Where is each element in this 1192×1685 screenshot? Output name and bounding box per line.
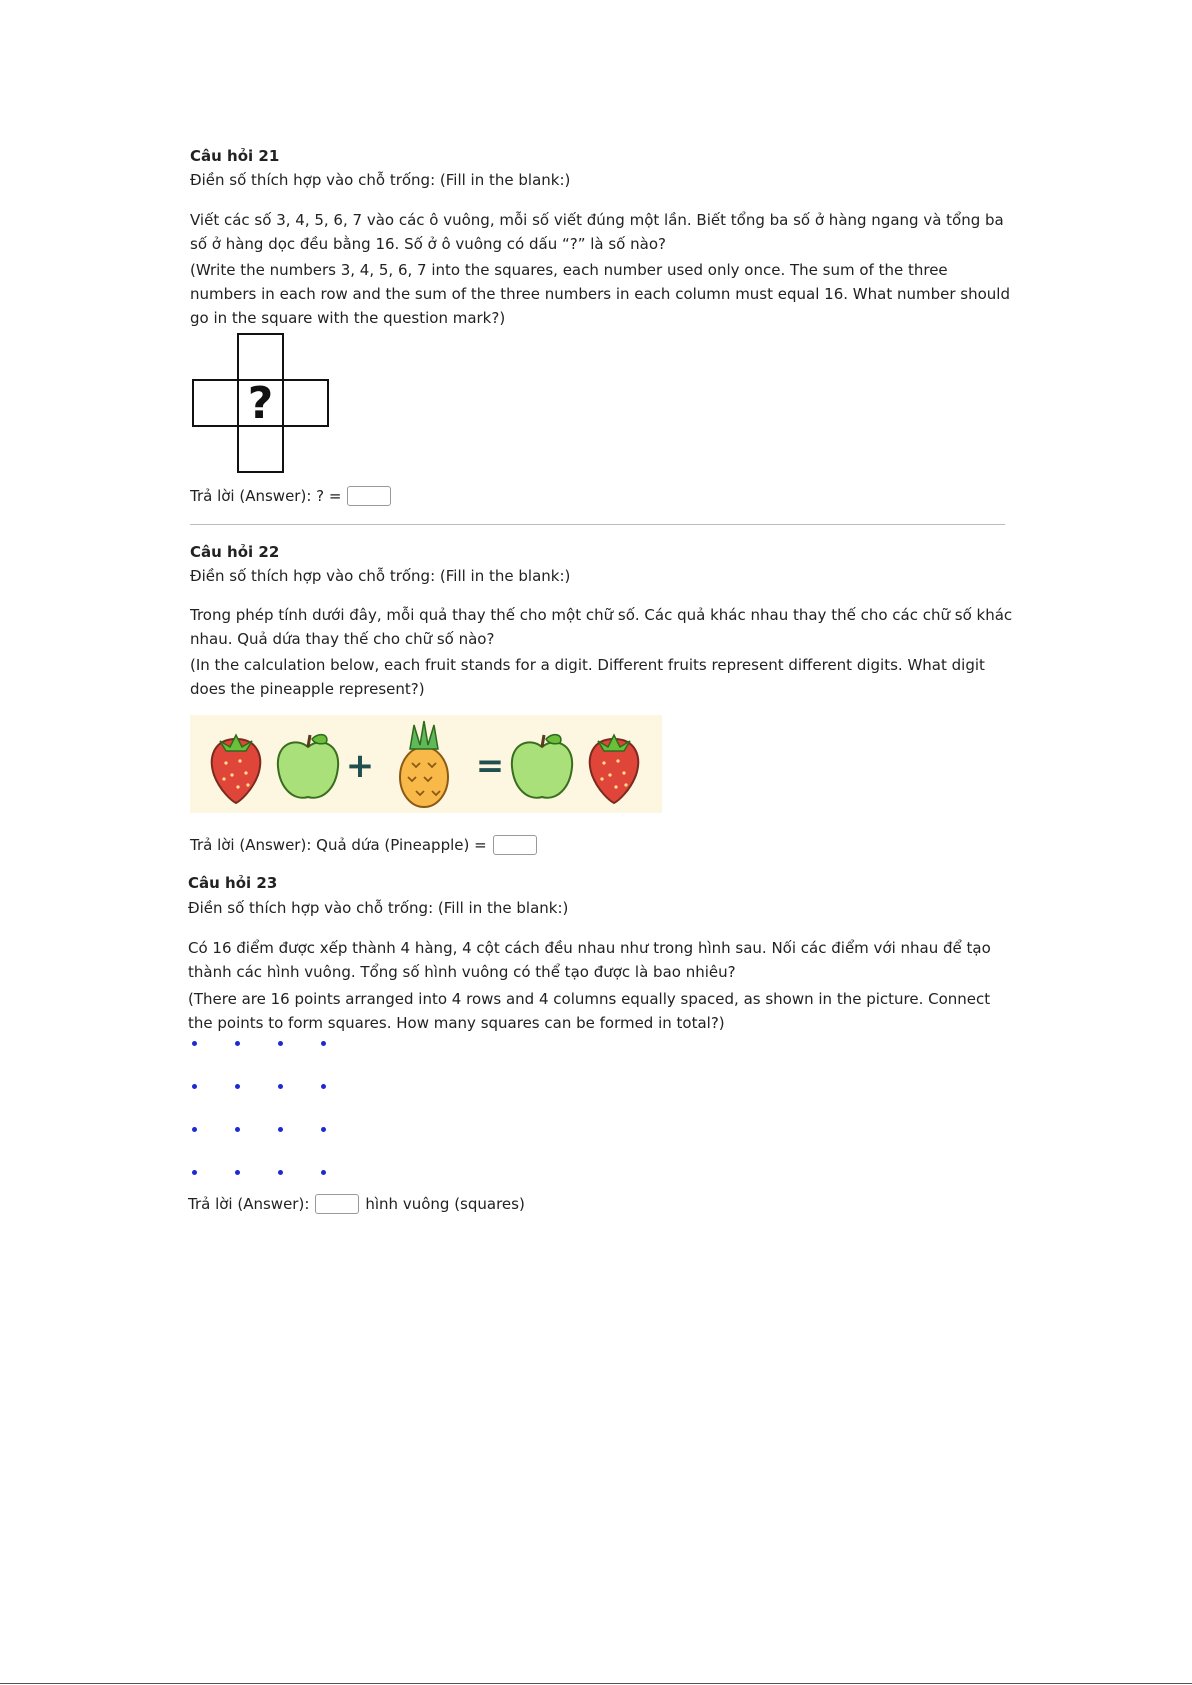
q22-answer-label: Trả lời (Answer): Quả dứa (Pineapple) = — [190, 836, 487, 854]
q23-answer-input[interactable] — [315, 1194, 359, 1214]
grid-dot — [278, 1041, 283, 1046]
equals-sign: = — [475, 746, 505, 786]
q22-title: Câu hỏi 22 — [190, 543, 280, 561]
q22-fruit-equation — [190, 715, 662, 813]
grid-dot — [278, 1127, 283, 1132]
grid-dot — [321, 1127, 326, 1132]
q23-answer-suffix: hình vuông (squares) — [365, 1195, 525, 1213]
strawberry-icon — [212, 735, 260, 803]
q21-text-vi: Viết các số 3, 4, 5, 6, 7 vào các ô vuông, mỗi số viết đúng một lần. Biết tổng ba số ở hàng ngang và tổng ba số ở hàng dọc đều bằng 16. Số ở ô vuông có dấu “?” là số nào? — [190, 211, 1004, 253]
grid-dot — [192, 1084, 197, 1089]
q22-text-en: (In the calculation below, each fruit stands for a digit. Different fruits represent different digits. What digit does the pineapple represent?) — [190, 656, 985, 698]
grid-cell-top — [237, 333, 284, 381]
grid-dot — [192, 1041, 197, 1046]
q23-text-en: (There are 16 points arranged into 4 rows and 4 columns equally spaced, as shown in the picture. Connect the points to form squares. How many squares can be formed in total?) — [188, 990, 991, 1032]
q21-answer-row — [190, 486, 391, 506]
q21-answer-input[interactable] — [347, 486, 391, 506]
page-bottom-rule — [0, 1683, 1192, 1684]
apple-icon — [278, 735, 338, 798]
q23-answer-row — [188, 1194, 525, 1214]
grid-cell-right — [282, 379, 329, 427]
q23-instruction: Điền số thích hợp vào chỗ trống: (Fill in the blank:) — [188, 899, 569, 917]
q22-answer-row — [190, 835, 537, 855]
grid-dot — [321, 1170, 326, 1175]
strawberry-icon — [590, 735, 638, 803]
q23-title: Câu hỏi 23 — [188, 874, 278, 892]
apple-icon — [512, 735, 572, 798]
pineapple-icon — [400, 721, 448, 807]
q23-text-vi: Có 16 điểm được xếp thành 4 hàng, 4 cột cách đều nhau như trong hình sau. Nối các điểm với nhau để tạo thành các hình vuông. Tổng số hình vuông có thể tạo được là bao nhiêu? — [188, 939, 991, 981]
grid-dot — [321, 1084, 326, 1089]
grid-cell-bottom — [237, 425, 284, 473]
q21-instruction: Điền số thích hợp vào chỗ trống: (Fill in the blank:) — [190, 171, 571, 189]
grid-dot — [321, 1041, 326, 1046]
section-divider — [190, 524, 1005, 525]
q21-answer-label: Trả lời (Answer): ? = — [190, 487, 342, 505]
grid-dot — [278, 1170, 283, 1175]
grid-dot — [235, 1170, 240, 1175]
grid-dot — [235, 1084, 240, 1089]
q21-title: Câu hỏi 21 — [190, 147, 280, 165]
grid-cell-left — [192, 379, 239, 427]
q22-instruction: Điền số thích hợp vào chỗ trống: (Fill in the blank:) — [190, 567, 571, 585]
grid-dot — [278, 1084, 283, 1089]
q21-text-en: (Write the numbers 3, 4, 5, 6, 7 into the squares, each number used only once. The sum of the three numbers in each row and the sum of the three numbers in each column must equal 16. What number should go in the square with the question mark?) — [190, 261, 1010, 327]
grid-dot — [235, 1041, 240, 1046]
grid-dot — [235, 1127, 240, 1132]
grid-dot — [192, 1170, 197, 1175]
q22-answer-input[interactable] — [493, 835, 537, 855]
grid-dot — [192, 1127, 197, 1132]
q22-text-vi: Trong phép tính dưới đây, mỗi quả thay thế cho một chữ số. Các quả khác nhau thay thế cho các chữ số khác nhau. Quả dứa thay thế cho chữ số nào? — [190, 606, 1013, 648]
grid-cell-question: ? — [237, 379, 284, 427]
plus-sign: + — [345, 746, 375, 786]
q23-answer-label: Trả lời (Answer): — [188, 1195, 310, 1213]
